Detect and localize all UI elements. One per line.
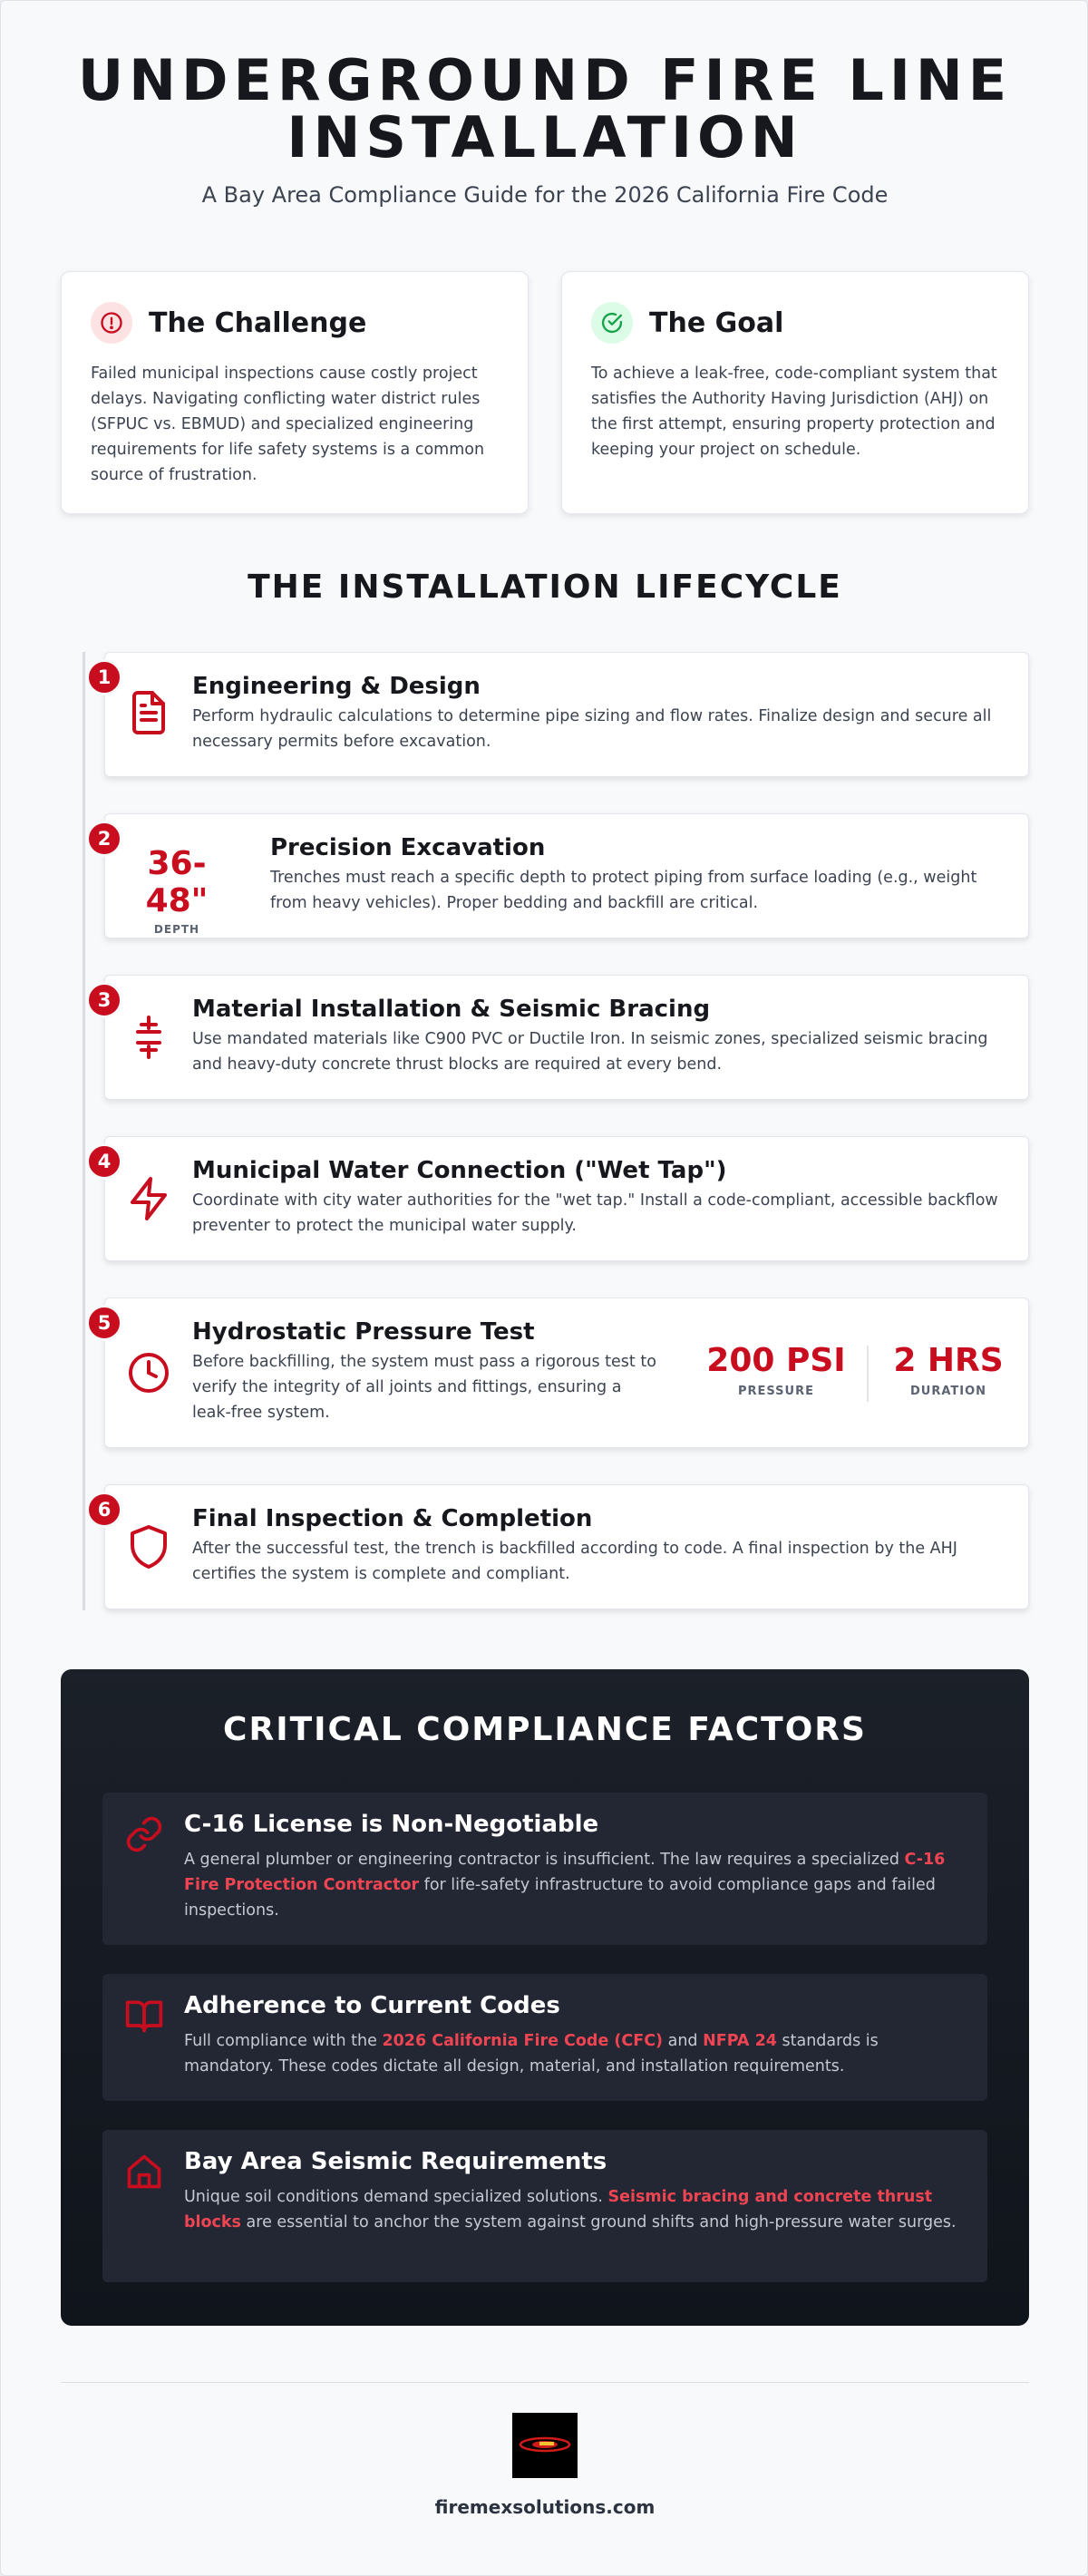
clock-icon xyxy=(127,1349,170,1400)
home-icon xyxy=(124,2152,164,2195)
depth-value: 36-48" xyxy=(145,845,209,919)
goal-text: To achieve a leak-free, code-compliant system that satisfies the Authority Having Jurisdiction (AHJ) on the first attempt, ensuring property protection and keeping your project on schedule. xyxy=(591,365,997,459)
step-card-final-inspection xyxy=(104,1484,1029,1609)
step-text: Perform hydraulic calculations to determine pipe sizing and flow rates. Finalize design and secure all necessary permits before excavation. xyxy=(192,707,992,751)
step-text: After the successful test, the trench is backfilled according to code. A final inspection by the AHJ certifies the system is complete and compliant. xyxy=(192,1540,957,1583)
challenge-text: Failed municipal inspections cause costly project delays. Navigating conflicting water district rules (SFPUC vs. EBMUD) and specialized engineering requirements for life safety systems is a common source of frustration. xyxy=(91,365,485,484)
document-icon xyxy=(127,689,170,740)
lifecycle-title: THE INSTALLATION LIFECYCLE xyxy=(248,569,842,606)
check-circle-icon xyxy=(591,302,633,344)
step-text: Coordinate with city water authorities for the "wet tap." Install a code-compliant, accessible backflow preventer to protect the municipal water supply. xyxy=(192,1191,998,1235)
link-icon xyxy=(124,1814,164,1858)
step-number-badge: 1 xyxy=(86,659,122,695)
step-number-badge: 3 xyxy=(86,982,122,1018)
step-card-pressure-test xyxy=(104,1298,1029,1448)
step-text: Use mandated materials like C900 PVC or Ductile Iron. In seismic zones, specialized seismic bracing and heavy-duty concrete thrust blocks are required at every bend. xyxy=(192,1030,988,1074)
pressure-stat xyxy=(685,1342,867,1398)
factor-text: Unique soil conditions demand specialized solutions. Seismic bracing and concrete thrust blocks are essential to anchor the system against ground shifts and high-pressure water surges. xyxy=(184,2188,957,2231)
factor-current-codes xyxy=(102,1974,987,2101)
company-logo xyxy=(512,2413,578,2478)
website-link[interactable]: firemexsolutions.com xyxy=(434,2496,656,2518)
pressure-value: 200 PSI xyxy=(706,1342,846,1379)
footer-divider xyxy=(61,2382,1029,2383)
factor-c16-license xyxy=(102,1793,987,1945)
stat-divider xyxy=(867,1346,869,1402)
duration-value: 2 HRS xyxy=(893,1342,1004,1379)
compliance-title: CRITICAL COMPLIANCE FACTORS xyxy=(223,1711,867,1748)
step-card-material xyxy=(104,975,1029,1100)
step-number-badge: 4 xyxy=(86,1143,122,1180)
step-card-excavation xyxy=(104,813,1029,938)
step-text: Before backfilling, the system must pass a rigorous test to verify the integrity of all joints and fittings, ensuring a leak-free system. xyxy=(192,1353,656,1422)
step-title: Final Inspection & Completion xyxy=(192,1505,593,1532)
step-title: Engineering & Design xyxy=(192,673,481,700)
alert-circle-icon xyxy=(91,302,132,344)
step-title: Municipal Water Connection ("Wet Tap") xyxy=(192,1157,727,1184)
factor-text: A general plumber or engineering contractor is insufficient. The law requires a specialized C-16 Fire Protection Contractor for life-safety infrastructure to avoid compliance gaps and failed inspections. xyxy=(184,1851,946,1920)
challenge-card xyxy=(61,271,529,514)
factor-highlight: Seismic bracing and concrete thrust blocks xyxy=(184,2188,933,2231)
step-card-engineering xyxy=(104,652,1029,777)
page-title xyxy=(1,47,1088,170)
challenge-title: The Challenge xyxy=(149,306,367,339)
goal-title: The Goal xyxy=(649,306,784,339)
factor-text: Full compliance with the 2026 California Fire Code (CFC) and NFPA 24 standards is mandatory. These codes dictate all design, material, and installation requirements. xyxy=(184,2032,879,2075)
pipe-bracing-icon xyxy=(127,1014,170,1064)
shield-icon xyxy=(127,1523,170,1574)
factor-title: C-16 License is Non-Negotiable xyxy=(184,1811,599,1838)
book-icon xyxy=(124,1996,164,2039)
factor-title: Adherence to Current Codes xyxy=(184,1992,560,2019)
depth-stat xyxy=(118,845,236,936)
depth-label: DEPTH xyxy=(153,923,200,936)
step-text: Trenches must reach a specific depth to protect piping from surface loading (e.g., weight from heavy vehicles). Proper bedding and backfill are critical. xyxy=(270,869,977,912)
compliance-panel xyxy=(61,1669,1029,2326)
step-card-wet-tap xyxy=(104,1136,1029,1261)
goal-card xyxy=(561,271,1029,514)
factor-title: Bay Area Seismic Requirements xyxy=(184,2148,607,2175)
factor-seismic xyxy=(102,2130,987,2282)
duration-stat xyxy=(876,1342,1021,1398)
pressure-label: PRESSURE xyxy=(737,1385,814,1398)
step-title: Precision Excavation xyxy=(270,834,546,861)
factor-highlight: NFPA 24 xyxy=(703,2032,777,2050)
timeline-line xyxy=(83,652,85,1610)
page-title-line2: INSTALLATION xyxy=(287,104,803,170)
step-title: Hydrostatic Pressure Test xyxy=(192,1318,535,1346)
step-number-badge: 5 xyxy=(86,1305,122,1341)
factor-highlight: 2026 California Fire Code (CFC) xyxy=(382,2032,664,2050)
factor-highlight: C-16 Fire Protection Contractor xyxy=(184,1851,946,1894)
step-number-badge: 6 xyxy=(86,1492,122,1528)
lightning-icon xyxy=(127,1175,170,1226)
step-title: Material Installation & Seismic Bracing xyxy=(192,996,711,1023)
page-title-line1: UNDERGROUND FIRE LINE xyxy=(77,47,1013,113)
duration-label: DURATION xyxy=(909,1385,987,1398)
step-number-badge: 2 xyxy=(86,821,122,857)
page-subtitle: A Bay Area Compliance Guide for the 2026 California Fire Code xyxy=(201,182,889,208)
